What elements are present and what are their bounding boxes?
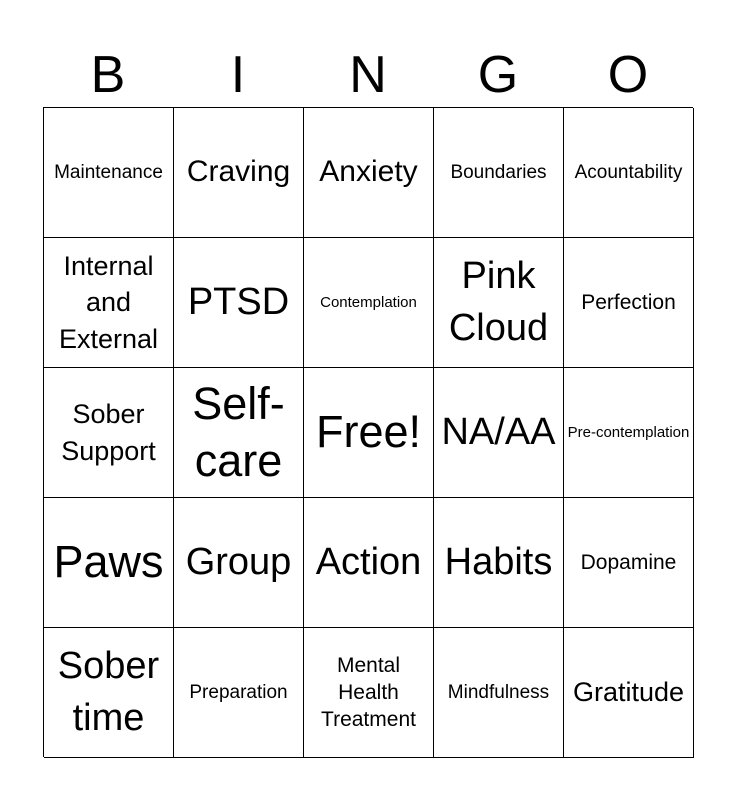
bingo-cell[interactable]: [304, 108, 434, 238]
bingo-cell[interactable]: [304, 238, 434, 368]
free-space-cell[interactable]: [304, 368, 434, 498]
cell-text: Sober Support: [61, 399, 156, 466]
header-letter-n: N: [349, 46, 387, 104]
bingo-cell[interactable]: [304, 628, 434, 758]
header-letter-b: B: [90, 46, 126, 104]
bingo-cell[interactable]: [564, 628, 694, 758]
bingo-grid: [43, 107, 693, 757]
cell-text: Perfection: [581, 290, 676, 314]
cell-text: NA/AA: [441, 410, 556, 453]
cell-text: Dopamine: [580, 550, 677, 574]
header-letter-g: G: [477, 46, 519, 104]
cell-text: Gratitude: [572, 677, 685, 708]
cell-text: Internal and External: [58, 250, 159, 354]
cell-text: Self-care: [192, 378, 285, 486]
header-letter-i: I: [230, 46, 246, 104]
cell-text: Contemplation: [320, 293, 417, 311]
bingo-cell[interactable]: [434, 498, 564, 628]
bingo-header: [43, 44, 693, 106]
cell-text: Sober time: [57, 645, 160, 739]
cell-text: Mental Health Treatment: [321, 653, 416, 732]
bingo-cell[interactable]: [564, 108, 694, 238]
bingo-cell[interactable]: [564, 368, 694, 498]
bingo-cell[interactable]: [44, 628, 174, 758]
header-letter-o: O: [607, 46, 649, 104]
cell-text: Mindfulness: [447, 681, 550, 703]
cell-text: Anxiety: [319, 155, 418, 189]
bingo-cell[interactable]: [434, 238, 564, 368]
bingo-cell[interactable]: [564, 238, 694, 368]
cell-text: Boundaries: [450, 161, 547, 183]
bingo-cell[interactable]: [44, 368, 174, 498]
bingo-cell[interactable]: [174, 238, 304, 368]
cell-text: Paws: [53, 536, 164, 588]
bingo-cell[interactable]: [44, 498, 174, 628]
bingo-cell[interactable]: [174, 108, 304, 238]
bingo-cell[interactable]: [174, 628, 304, 758]
bingo-cell[interactable]: [44, 238, 174, 368]
bingo-cell[interactable]: [304, 498, 434, 628]
bingo-cell[interactable]: [434, 368, 564, 498]
bingo-cell[interactable]: [564, 498, 694, 628]
cell-text: Free!: [315, 406, 422, 458]
cell-text: Preparation: [189, 681, 288, 703]
cell-text: Maintenance: [54, 161, 163, 183]
cell-text: Group: [185, 540, 292, 583]
cell-text: Habits: [444, 540, 553, 583]
bingo-cell[interactable]: [44, 108, 174, 238]
cell-text: PTSD: [187, 280, 290, 323]
cell-text: Pink Cloud: [448, 255, 549, 349]
bingo-cell[interactable]: [434, 628, 564, 758]
cell-text: Acountability: [574, 161, 683, 183]
cell-text: Pre-contemplation: [567, 423, 690, 441]
bingo-cell[interactable]: [174, 368, 304, 498]
bingo-cell[interactable]: [434, 108, 564, 238]
bingo-cell[interactable]: [174, 498, 304, 628]
cell-text: Craving: [186, 155, 291, 189]
cell-text: Action: [315, 540, 422, 583]
